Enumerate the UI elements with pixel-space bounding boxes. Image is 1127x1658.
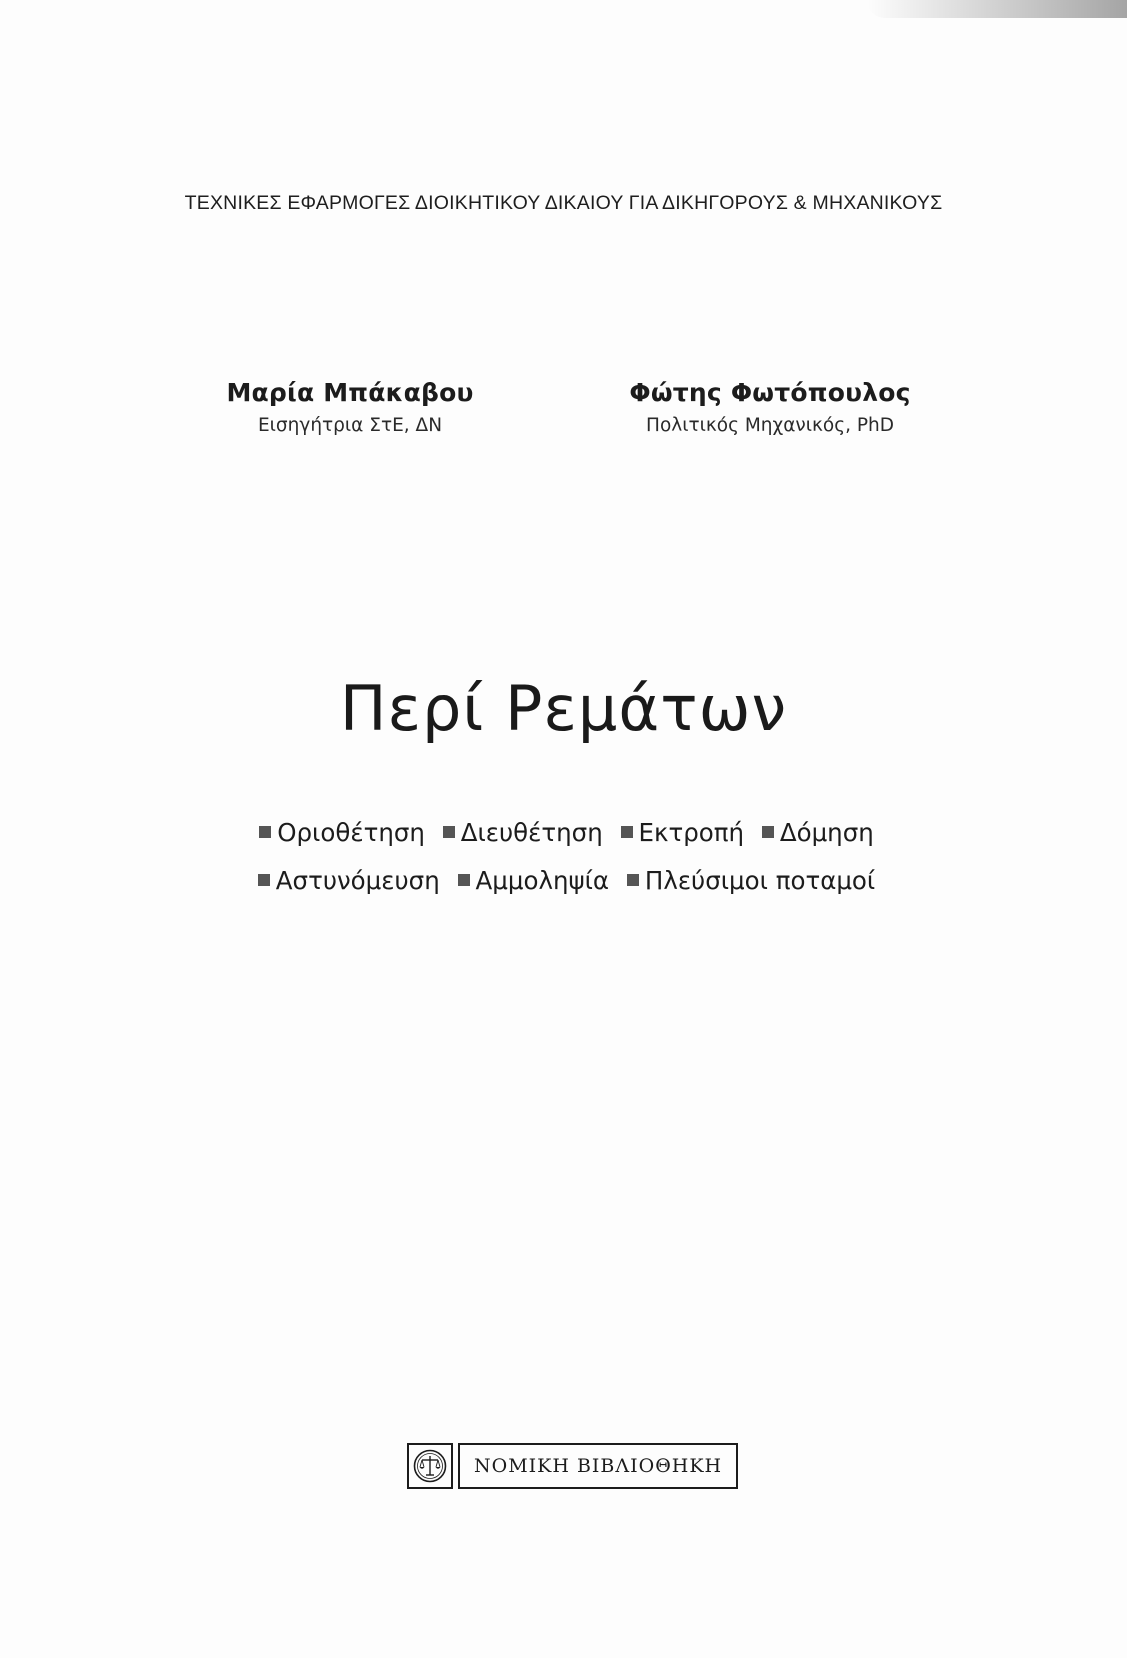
square-bullet-icon — [458, 874, 470, 886]
author-2 — [590, 378, 950, 436]
book-title: Περί Ρεμάτων — [339, 672, 788, 745]
topic-label: Πλεύσιμοι ποταμοί — [644, 866, 876, 895]
square-bullet-icon — [259, 826, 271, 838]
publisher-mark — [407, 1443, 738, 1493]
topic-label: Εκτροπή — [638, 818, 745, 847]
topic-label: Αμμοληψία — [475, 866, 610, 895]
square-bullet-icon — [762, 826, 774, 838]
topic-item — [253, 818, 425, 847]
square-bullet-icon — [258, 874, 270, 886]
scales-of-justice-icon — [407, 1443, 453, 1489]
topic-item — [621, 866, 875, 895]
author-name: Φώτης Φωτόπουλος — [629, 378, 911, 407]
scan-edge-shadow — [867, 0, 1127, 18]
publisher-name: ΝΟΜΙΚΗ ΒΙΒΛΙΟΘΗΚΗ — [458, 1443, 738, 1489]
author-1 — [170, 378, 530, 436]
series-title: ΤΕΧΝΙΚΕΣ ΕΦΑΡΜΟΓΕΣ ΔΙΟΙΚΗΤΙΚΟΥ ΔΙΚΑΙΟΥ ΓΙΑ ΔΙΚΗΓΟΡΟΥΣ & ΜΗΧΑΝΙΚΟΥΣ — [184, 192, 943, 214]
topic-item — [615, 818, 745, 847]
topic-item — [756, 818, 874, 847]
topic-item — [437, 818, 603, 847]
topic-label: Διευθέτηση — [460, 818, 603, 847]
square-bullet-icon — [627, 874, 639, 886]
square-bullet-icon — [443, 826, 455, 838]
author-name: Μαρία Μπάκαβου — [226, 378, 474, 407]
topic-item — [252, 866, 440, 895]
topics-line-2 — [0, 866, 1127, 895]
topic-item — [452, 866, 610, 895]
topic-label: Οριοθέτηση — [277, 818, 425, 847]
publisher-logo-svg — [412, 1448, 448, 1484]
topic-label: Αστυνόμευση — [275, 866, 440, 895]
topic-label: Δόμηση — [779, 818, 874, 847]
author-title: Εισηγήτρια ΣτΕ, ΔΝ — [257, 415, 443, 436]
square-bullet-icon — [621, 826, 633, 838]
topics-line-1 — [0, 818, 1127, 847]
author-title: Πολιτικός Μηχανικός, PhD — [646, 415, 894, 436]
